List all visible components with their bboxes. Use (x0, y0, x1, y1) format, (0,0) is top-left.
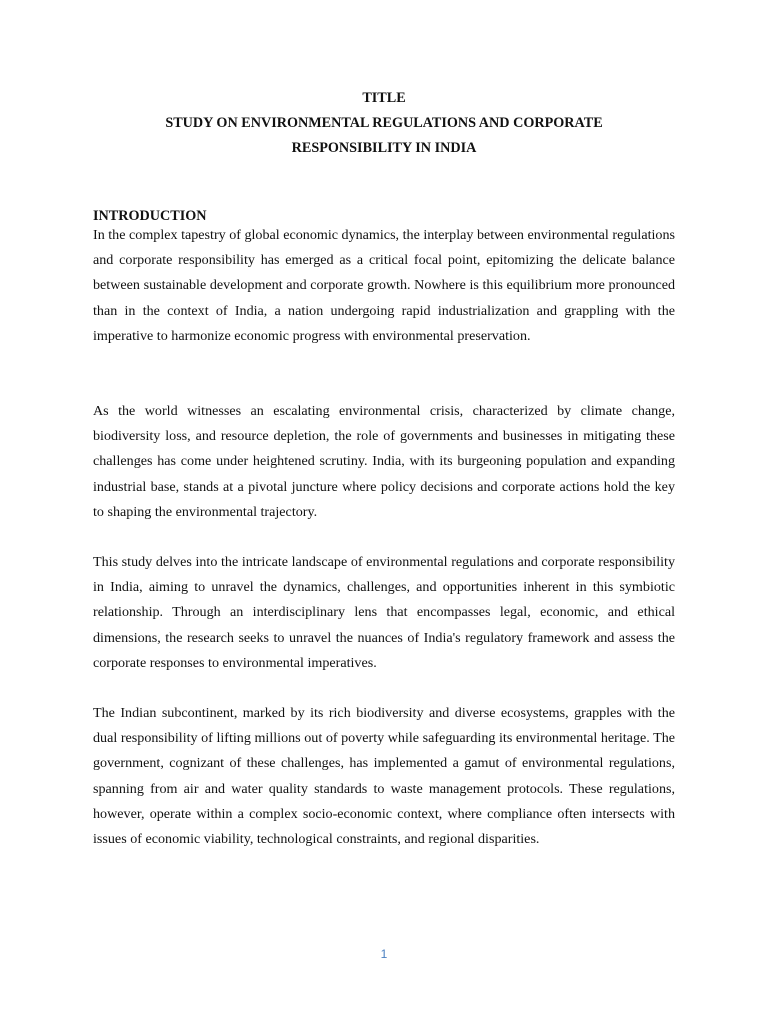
title-line-1: STUDY ON ENVIRONMENTAL REGULATIONS AND CORPORATE (165, 115, 603, 131)
body-paragraph-3: This study delves into the intricate landscape of environmental regulations and corporate responsibility in India, aiming to unravel the dynamics, challenges, and opportunities inherent in this symbiotic relationship. Through an interdisciplinary lens that encompasses legal, economic, and ethical dimensions, the research seeks to unravel the nuances of India's regulatory framework and assess the corporate responses to environmental imperatives. (93, 554, 675, 671)
title-line-2: RESPONSIBILITY IN INDIA (291, 140, 477, 156)
body-paragraph-1: In the complex tapestry of global economic dynamics, the interplay between environmental regulations and corporate responsibility has emerged as a critical focal point, epitomizing the delicate balance between sustainable development and corporate growth. Nowhere is this equilibrium more pronounced than in the context of India, a nation undergoing rapid industrialization and grappling with the imperative to harmonize economic progress with environmental preservation. (93, 227, 675, 344)
body-paragraph-4: The Indian subcontinent, marked by its rich biodiversity and diverse ecosystems, grapples with the dual responsibility of lifting millions out of poverty while safeguarding its environmental heritage. The government, cognizant of these challenges, has implemented a gamut of environmental regulations, spanning from air and water quality standards to waste management protocols. These regulations, however, operate within a complex socio-economic context, where compliance often intersects with issues of economic viability, technological constraints, and regional disparities. (93, 705, 675, 848)
page-number: 1 (380, 947, 388, 961)
title-block (93, 86, 675, 161)
section-heading-introduction: INTRODUCTION (93, 208, 207, 224)
body-paragraph-2: As the world witnesses an escalating environmental crisis, characterized by climate change, biodiversity loss, and resource depletion, the role of governments and businesses in mitigating these challenges has come under heightened scrutiny. India, with its burgeoning population and expanding industrial base, stands at a pivotal juncture where policy decisions and corporate actions hold the key to shaping the environmental trajectory. (93, 403, 675, 520)
title-label: TITLE (362, 90, 406, 106)
